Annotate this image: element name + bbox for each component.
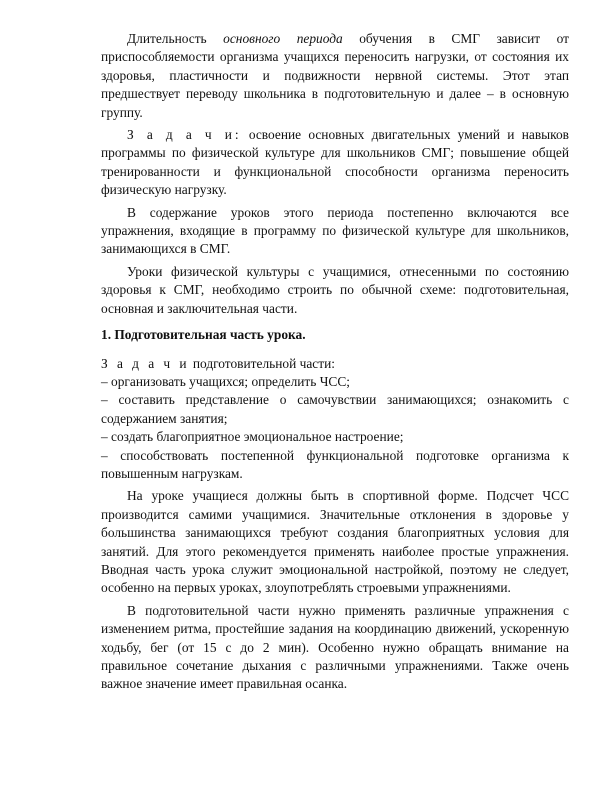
prep-tasks-text: подготовительной части:	[192, 355, 335, 371]
list-item: – организовать учащихся; определить ЧСС;	[101, 373, 351, 389]
main-period-text: обучения в СМГ зависит от приспособляемости организма учащихся переносить нагрузки, от состояния их здоровья, пластичности и подвижности нервной системы. Этот этап предшествует переводу школьника в подготовительную и далее – в основную группу.	[101, 31, 569, 120]
document-page	[101, 30, 569, 694]
paragraph-lesson-structure: Уроки физической культуры с учащимися, отнесенными по состоянию здоровья к СМГ, необходимо строить по обычной схеме: подготовительная, основная и заключительная части.	[101, 263, 569, 316]
list-item: – способствовать постепенной функциональной подготовке организма к повышенным нагрузкам.	[101, 447, 569, 481]
prep-tasks-intro	[101, 355, 569, 373]
section-heading: 1. Подготовительная часть урока.	[101, 327, 306, 343]
prep-tasks-label: З а д а ч и	[101, 355, 190, 371]
paragraph-tasks	[101, 126, 569, 200]
list-item: – составить представление о самочувствии занимающихся; ознакомить с содержанием занятия;	[101, 392, 569, 426]
paragraph-prep-exercises: В подготовительной части нужно применять различные упражнения с изменением ритма, простейшие задания на координацию движений, ускоренную ходьбу, бег (от 15 с до 2 мин). Особенно нужно обращать внимание на правильное сочетание дыхания с различными упражнениями. Также очень важное значение имеет правильная осанка.	[101, 602, 569, 692]
list-item: – создать благоприятное эмоциональное настроение;	[101, 429, 404, 445]
main-period-lead: Длительность	[127, 31, 207, 46]
paragraph-sport-form: На уроке учащиеся должны быть в спортивной форме. Подсчет ЧСС производится самими учащимися. Значительные отклонения в здоровье у большинства занимающихся требуют создания благоприятных условия для занятий. Для этого рекомендуется применять наиболее простые упражнения. Вводная часть урока служит эмоциональной настройкой, поэтому не следует, особенно на первых уроках, злоупотреблять строевыми упражнениями.	[101, 488, 569, 596]
tasks-label: З а д а ч и:	[127, 127, 242, 143]
tasks-text: освоение основных двигательных умений и навыков программы по физической культуре для школьников СМГ; повышение общей тренированности и функциональной способности организма переносить физическую нагрузку.	[101, 127, 569, 198]
paragraph-main-period	[101, 30, 569, 122]
paragraph-lesson-content: В содержание уроков этого периода постепенно включаются все упражнения, входящие в программу по физической культуре для школьников, занимающихся в СМГ.	[101, 204, 569, 257]
main-period-emphasis: основного периода	[223, 31, 343, 46]
